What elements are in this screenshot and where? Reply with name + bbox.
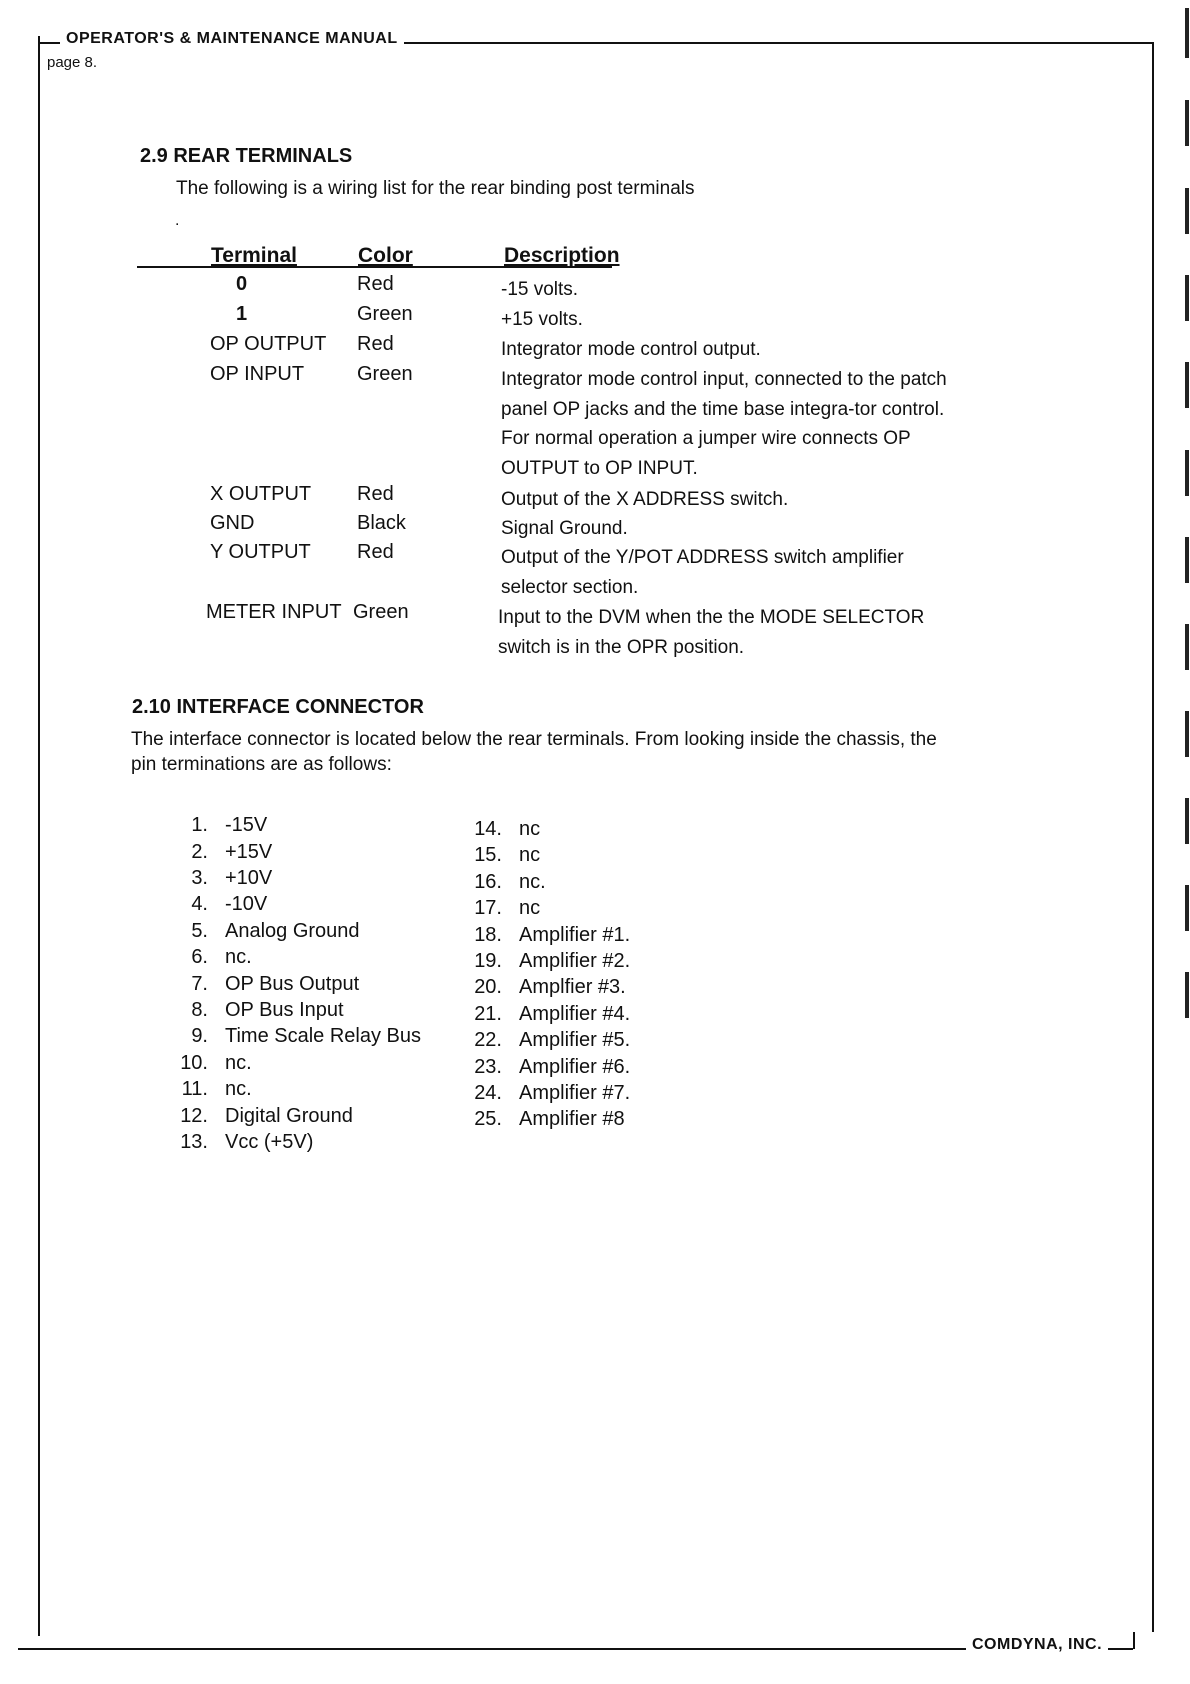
description-cell: Signal Ground. bbox=[501, 518, 628, 539]
pin-item bbox=[172, 1025, 492, 1051]
pin-number: 14. bbox=[474, 818, 502, 840]
pin-item bbox=[172, 1105, 492, 1131]
pin-label: OP Bus Input bbox=[225, 999, 344, 1021]
pin-label: nc. bbox=[519, 871, 546, 893]
pin-label: nc bbox=[519, 844, 541, 866]
pin-item bbox=[172, 1052, 492, 1078]
pin-item bbox=[172, 1131, 492, 1157]
color-cell: Green bbox=[353, 601, 409, 623]
pin-label: OP Bus Output bbox=[225, 973, 360, 995]
pin-item bbox=[172, 1078, 492, 1104]
pin-number: 20. bbox=[474, 976, 502, 998]
pin-label: nc. bbox=[225, 1052, 252, 1074]
section-heading-interface-connector: 2.10 INTERFACE CONNECTOR bbox=[132, 696, 424, 718]
pin-label: Time Scale Relay Bus bbox=[225, 1025, 421, 1047]
terminal-cell: Y OUTPUT bbox=[210, 541, 311, 563]
pin-number: 9. bbox=[191, 1025, 208, 1047]
pin-label: Amplifier #8 bbox=[519, 1108, 625, 1130]
color-cell: Red bbox=[357, 541, 394, 563]
terminal-cell: 1 bbox=[236, 303, 248, 325]
pin-number: 11. bbox=[181, 1078, 208, 1100]
pin-item bbox=[466, 1108, 786, 1134]
terminal-cell: OP OUTPUT bbox=[210, 333, 327, 355]
pin-label: nc. bbox=[225, 1078, 252, 1100]
page-number: page 8. bbox=[47, 54, 98, 71]
pin-number: 4. bbox=[191, 893, 208, 915]
pin-label: Amplfier #3. bbox=[519, 976, 626, 998]
pin-item bbox=[172, 893, 492, 919]
pin-number: 17. bbox=[474, 897, 502, 919]
pin-label: -10V bbox=[225, 893, 268, 915]
pin-item bbox=[466, 871, 786, 897]
description-cell: Output of the Y/POT ADDRESS switch amplifier selector section. bbox=[501, 547, 904, 598]
pin-item bbox=[466, 1082, 786, 1108]
pin-number: 10. bbox=[180, 1052, 208, 1074]
pin-item bbox=[172, 841, 492, 867]
terminal-cell: GND bbox=[210, 512, 255, 534]
pin-number: 25. bbox=[474, 1108, 502, 1130]
description-cell: -15 volts. bbox=[501, 279, 579, 300]
pin-label: nc. bbox=[225, 946, 252, 968]
pin-label: Amplifier #6. bbox=[519, 1056, 631, 1078]
pin-item bbox=[466, 818, 786, 844]
rear-terminals-intro: The following is a wiring list for the rear binding post terminals bbox=[176, 178, 695, 199]
table-header-rule bbox=[137, 266, 612, 268]
description-cell: Integrator mode control output. bbox=[501, 339, 761, 360]
pin-item bbox=[466, 897, 786, 923]
pin-number: 1. bbox=[191, 814, 208, 836]
pin-label: Amplifier #2. bbox=[519, 950, 631, 972]
pin-item bbox=[466, 1003, 786, 1029]
pin-number: 2. bbox=[191, 841, 208, 863]
pin-label: nc bbox=[519, 818, 541, 840]
column-header-description: Description bbox=[504, 244, 620, 267]
pin-number: 19. bbox=[474, 950, 502, 972]
pin-number: 23. bbox=[474, 1056, 502, 1078]
pin-label: +10V bbox=[225, 867, 273, 889]
pin-number: 18. bbox=[474, 924, 502, 946]
pin-item bbox=[172, 999, 492, 1025]
pin-label: Amplifier #5. bbox=[519, 1029, 631, 1051]
description-cell: Integrator mode control input, connected to the patch panel OP jacks and the time base integra-tor control. For normal operation a jumper wire connects OP OUTPUT to OP INPUT. bbox=[501, 369, 947, 479]
terminal-cell: METER INPUT bbox=[206, 601, 342, 623]
pin-number: 3. bbox=[191, 867, 208, 889]
manual-title: OPERATOR'S & MAINTENANCE MANUAL bbox=[60, 30, 404, 48]
pin-number: 5. bbox=[191, 920, 208, 942]
pin-number: 22. bbox=[474, 1029, 502, 1051]
pin-number: 16. bbox=[474, 871, 502, 893]
pin-item bbox=[172, 920, 492, 946]
description-cell: Output of the X ADDRESS switch. bbox=[501, 489, 789, 510]
pin-label: Amplifier #1. bbox=[519, 924, 631, 946]
color-cell: Red bbox=[357, 483, 394, 505]
pin-item bbox=[172, 946, 492, 972]
pin-item bbox=[466, 1029, 786, 1055]
pin-number: 13. bbox=[180, 1131, 208, 1153]
pin-item bbox=[466, 844, 786, 870]
frame-left-rule bbox=[38, 36, 40, 1636]
color-cell: Green bbox=[357, 363, 413, 385]
pin-item bbox=[172, 973, 492, 999]
pin-number: 15. bbox=[474, 844, 502, 866]
pin-number: 24. bbox=[474, 1082, 502, 1104]
description-cell: Input to the DVM when the the MODE SELECTOR switch is in the OPR position. bbox=[498, 607, 925, 658]
pin-item bbox=[466, 976, 786, 1002]
color-cell: Green bbox=[357, 303, 413, 325]
pin-label: Amplifier #4. bbox=[519, 1003, 631, 1025]
stray-mark: . bbox=[175, 212, 180, 229]
pin-number: 6. bbox=[191, 946, 208, 968]
color-cell: Black bbox=[357, 512, 406, 534]
column-header-color: Color bbox=[358, 244, 413, 267]
pin-item bbox=[172, 814, 492, 840]
frame-right-rule bbox=[1152, 42, 1154, 1632]
pin-label: Amplifier #7. bbox=[519, 1082, 631, 1104]
footer-company: COMDYNA, INC. bbox=[966, 1636, 1108, 1654]
pin-number: 12. bbox=[180, 1105, 208, 1127]
column-header-terminal: Terminal bbox=[211, 244, 297, 267]
pin-label: nc bbox=[519, 897, 541, 919]
pin-item bbox=[466, 950, 786, 976]
color-cell: Red bbox=[357, 273, 394, 295]
pin-item bbox=[466, 1056, 786, 1082]
description-cell: +15 volts. bbox=[501, 309, 583, 330]
pin-label: +15V bbox=[225, 841, 273, 863]
terminal-cell: OP INPUT bbox=[210, 363, 305, 385]
section-heading-rear-terminals: 2.9 REAR TERMINALS bbox=[140, 145, 353, 167]
pin-label: -15V bbox=[225, 814, 268, 836]
pin-label: Vcc (+5V) bbox=[225, 1131, 314, 1153]
binding-edge-marks bbox=[1185, 0, 1190, 1684]
pin-label: Analog Ground bbox=[225, 920, 360, 942]
terminal-cell: X OUTPUT bbox=[210, 483, 312, 505]
terminal-cell: 0 bbox=[236, 273, 248, 295]
pin-label: Digital Ground bbox=[225, 1105, 353, 1127]
pin-item bbox=[466, 924, 786, 950]
interface-connector-intro: The interface connector is located below the rear terminals. From looking inside the chassis, the pin terminations are as follows: bbox=[131, 729, 937, 775]
pin-item bbox=[172, 867, 492, 893]
pin-number: 21. bbox=[474, 1003, 502, 1025]
frame-corner-rule bbox=[1133, 1632, 1135, 1649]
pin-number: 8. bbox=[191, 999, 208, 1021]
pin-number: 7. bbox=[191, 973, 208, 995]
color-cell: Red bbox=[357, 333, 394, 355]
